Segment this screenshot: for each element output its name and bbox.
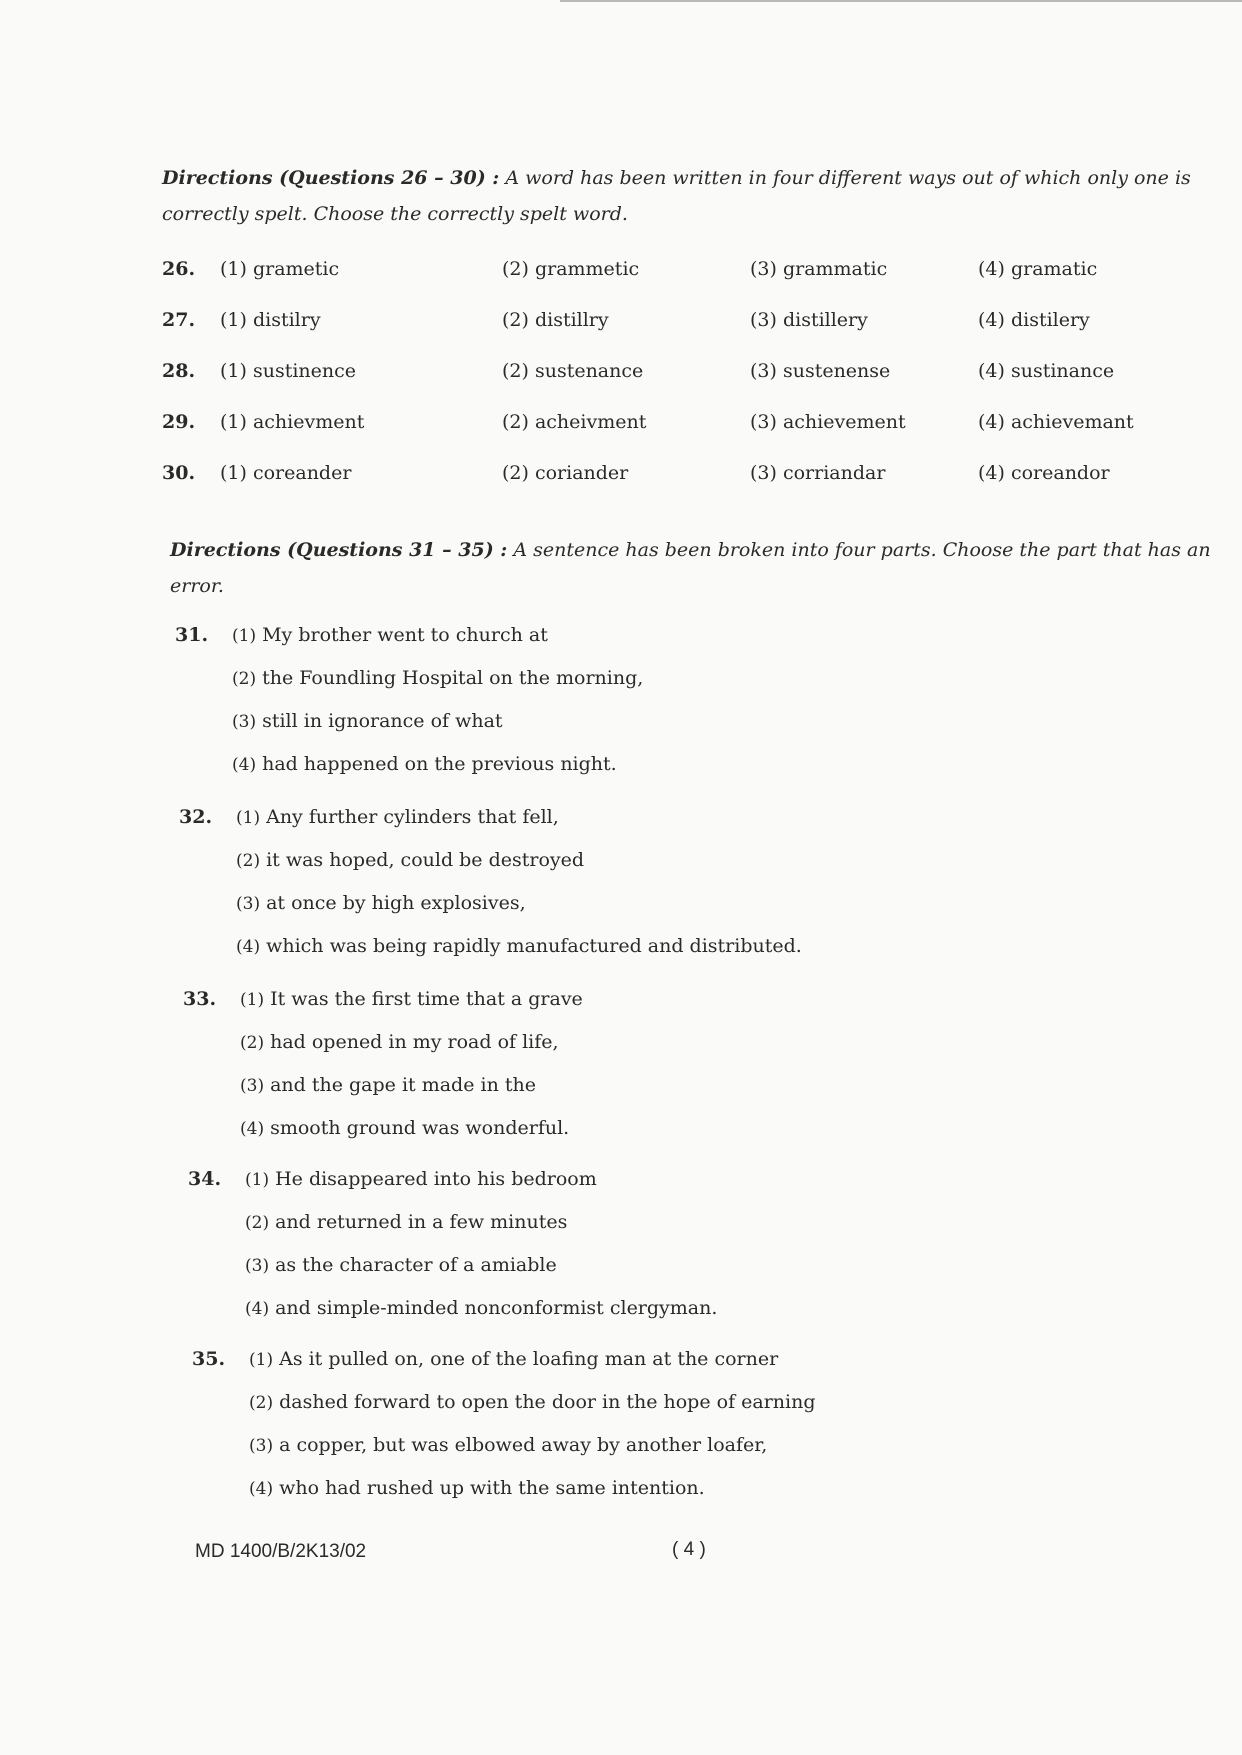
part-1[interactable]: (1) My brother went to church at	[232, 624, 548, 646]
question-number: 33.	[183, 988, 217, 1010]
part-1[interactable]: (1) It was the first time that a grave	[240, 988, 583, 1010]
directions-heading: Directions (Questions 26 – 30) :	[162, 167, 500, 189]
part-3[interactable]: (3) a copper, but was elbowed away by another loafer,	[249, 1434, 768, 1456]
option-2[interactable]: (2) coriander	[502, 462, 629, 484]
question-number: 34.	[188, 1168, 222, 1190]
option-2[interactable]: (2) grammetic	[502, 258, 640, 280]
part-3[interactable]: (3) and the gape it made in the	[240, 1074, 536, 1096]
part-1[interactable]: (1) Any further cylinders that fell,	[236, 806, 559, 828]
booklet-code: MD 1400/B/2K13/02	[195, 1541, 367, 1562]
option-4[interactable]: (4) distilery	[978, 309, 1090, 331]
option-3[interactable]: (3) achievement	[750, 411, 906, 433]
question-number: 26.	[162, 258, 196, 280]
question-number: 28.	[162, 360, 196, 382]
part-1[interactable]: (1) As it pulled on, one of the loafing man at the corner	[249, 1348, 779, 1370]
question-27	[162, 309, 1162, 339]
option-2[interactable]: (2) distillry	[502, 309, 609, 331]
question-30	[162, 462, 1162, 492]
part-3[interactable]: (3) as the character of a amiable	[245, 1254, 557, 1276]
part-2[interactable]: (2) had opened in my road of life,	[240, 1031, 559, 1053]
part-2[interactable]: (2) and returned in a few minutes	[245, 1211, 568, 1233]
option-1[interactable]: (1) achievment	[220, 411, 365, 433]
option-3[interactable]: (3) corriandar	[750, 462, 886, 484]
option-3[interactable]: (3) distillery	[750, 309, 868, 331]
part-4[interactable]: (4) had happened on the previous night.	[232, 753, 617, 775]
directions-26-30	[162, 160, 1222, 232]
option-2[interactable]: (2) acheivment	[502, 411, 647, 433]
question-number: 27.	[162, 309, 196, 331]
part-4[interactable]: (4) and simple-minded nonconformist clergyman.	[245, 1297, 718, 1319]
directions-heading: Directions (Questions 31 – 35) :	[170, 539, 508, 561]
option-1[interactable]: (1) coreander	[220, 462, 352, 484]
part-2[interactable]: (2) dashed forward to open the door in the hope of earning	[249, 1391, 816, 1413]
directions-31-35	[170, 532, 1230, 604]
option-4[interactable]: (4) coreandor	[978, 462, 1110, 484]
part-2[interactable]: (2) the Foundling Hospital on the morning,	[232, 667, 644, 689]
part-2[interactable]: (2) it was hoped, could be destroyed	[236, 849, 585, 871]
page-number: ( 4 )	[672, 1539, 706, 1560]
option-1[interactable]: (1) grametic	[220, 258, 340, 280]
part-4[interactable]: (4) smooth ground was wonderful.	[240, 1117, 570, 1139]
question-29	[162, 411, 1162, 441]
question-number: 31.	[175, 624, 209, 646]
part-3[interactable]: (3) still in ignorance of what	[232, 710, 503, 732]
question-number: 29.	[162, 411, 196, 433]
option-1[interactable]: (1) distilry	[220, 309, 321, 331]
part-3[interactable]: (3) at once by high explosives,	[236, 892, 526, 914]
option-4[interactable]: (4) achievemant	[978, 411, 1134, 433]
option-4[interactable]: (4) gramatic	[978, 258, 1098, 280]
question-number: 32.	[179, 806, 213, 828]
question-26	[162, 258, 1162, 288]
directions-text: A word has been written in four different ways out of which only one is correctly spelt. Choose the correctly spelt word.	[162, 167, 1191, 225]
option-4[interactable]: (4) sustinance	[978, 360, 1115, 382]
option-1[interactable]: (1) sustinence	[220, 360, 357, 382]
option-3[interactable]: (3) sustenense	[750, 360, 891, 382]
question-number: 35.	[192, 1348, 226, 1370]
option-2[interactable]: (2) sustenance	[502, 360, 644, 382]
part-4[interactable]: (4) who had rushed up with the same intention.	[249, 1477, 705, 1499]
question-28	[162, 360, 1162, 390]
part-1[interactable]: (1) He disappeared into his bedroom	[245, 1168, 597, 1190]
directions-text: A sentence has been broken into four parts. Choose the part that has an error.	[170, 539, 1211, 597]
question-number: 30.	[162, 462, 196, 484]
part-4[interactable]: (4) which was being rapidly manufactured and distributed.	[236, 935, 802, 957]
option-3[interactable]: (3) grammatic	[750, 258, 888, 280]
